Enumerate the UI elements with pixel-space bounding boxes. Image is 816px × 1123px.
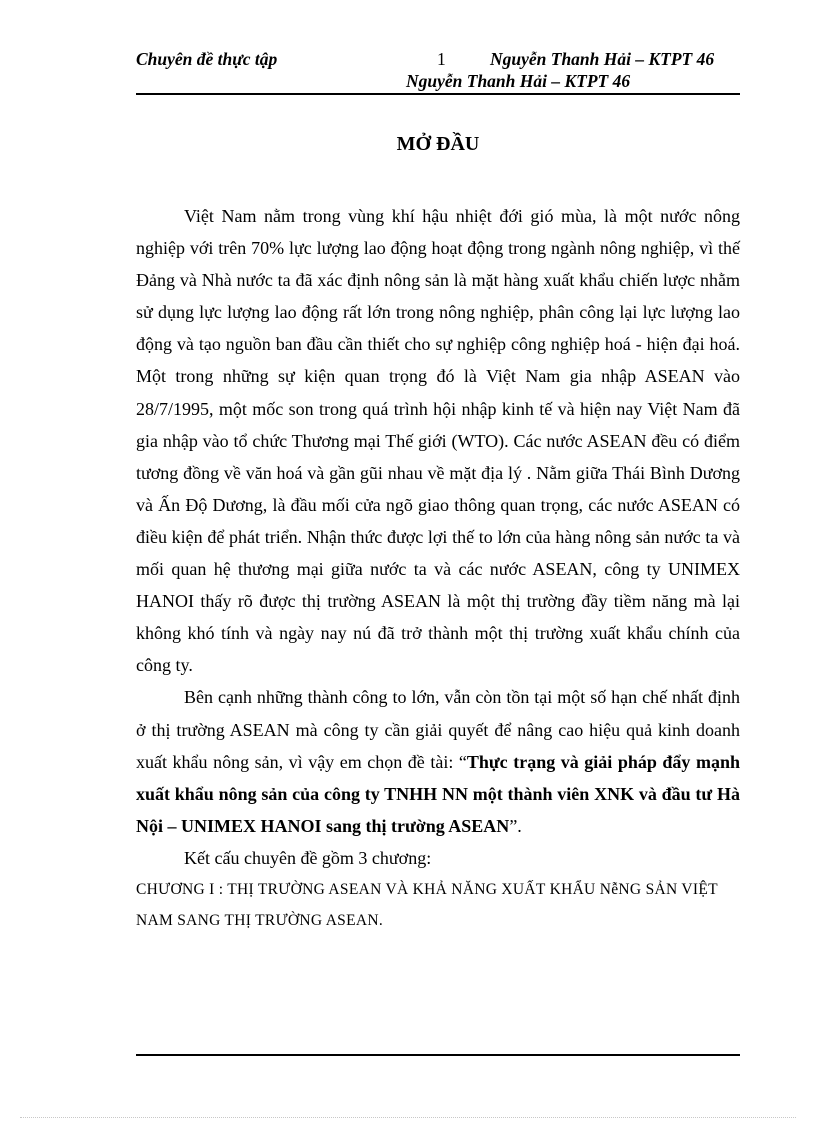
topic-tail-text: ”. xyxy=(509,815,522,836)
paragraph-intro: Việt Nam nằm trong vùng khí hậu nhiệt đới gió mùa, là một nước nông nghiệp với trên 70% lực lượng lao động hoạt động trong ngành nông nghiệp, vì thế Đảng và Nhà nước ta đã xác định nông sản là mặt hàng xuất khẩu chiến lược nhằm sử dụng lực lượng lao động rất lớn trong nông nghiệp, phân công lại lực lượng lao động và tạo nguồn ban đầu cần thiết cho sự nghiệp công nghiệp hoá - hiện đại hoá. Một trong những sự kiện quan trọng đó là Việt Nam gia nhập ASEAN vào 28/7/1995, một mốc son trong quá trình hội nhập kinh tế và hiện nay Việt Nam đã gia nhập vào tổ chức Thương mại Thế giới (WTO). Các nước ASEAN đều có điểm tương đồng về văn hoá và gần gũi nhau về mặt địa lý . Nằm giữa Thái Bình Dương và Ấn Độ Dương, là đầu mối cửa ngõ giao thông quan trọng, các nước ASEAN có điều kiện để phát triển. Nhận thức được lợi thế to lớn của hàng nông sản nước ta và mối quan hệ thương mại giữa nước ta và các nước ASEAN, công ty UNIMEX HANOI thấy rõ được thị trường ASEAN là một thị trường đầy tiềm năng mà lại không khó tính và ngày nay nú đã trở thành một thị trường xuất khẩu chính của công ty. xyxy=(136,206,740,676)
header-author-repeat: Nguyễn Thanh Hải – KTPT 46 xyxy=(406,71,631,91)
header-rule xyxy=(136,93,740,95)
page-number: 1 xyxy=(437,49,446,69)
page-title: MỞ ĐẦU xyxy=(396,133,480,155)
topic-title-bold: Thực trạng và giải pháp đẩy mạnh xuất khẩu nông sản của công ty TNHH NN một thành viên XNK và đầu tư Hà Nội – UNIMEX HANOI sang thị trường ASEAN xyxy=(136,751,740,836)
topic-lead-text: Bên cạnh những thành công to lớn, vẫn còn tồn tại một số hạn chế nhất định ở thị trường ASEAN mà công ty cần giải quyết để nâng cao hiệu quả kinh doanh xuất khẩu nông sản, vì vậy em chọn đề tài: “ xyxy=(136,687,740,772)
document-body xyxy=(136,200,740,936)
paragraph-structure: Kết cấu chuyên đề gồm 3 chương: xyxy=(184,847,432,868)
chapter-1-heading: CHƯƠNG I : THỊ TRƯỜNG ASEAN VÀ KHẢ NĂNG XUẤT KHẨU NễNG SẢN VIỆT NAM SANG THỊ TRƯỜNG ASEAN. xyxy=(136,880,718,929)
header-author: Nguyễn Thanh Hải – KTPT 46 xyxy=(490,49,715,69)
paragraph-topic xyxy=(136,681,740,841)
header-document-type: Chuyên đề thực tập xyxy=(136,49,278,69)
footer-rule xyxy=(136,1054,740,1056)
page-edge-dotted-line xyxy=(20,1117,796,1118)
